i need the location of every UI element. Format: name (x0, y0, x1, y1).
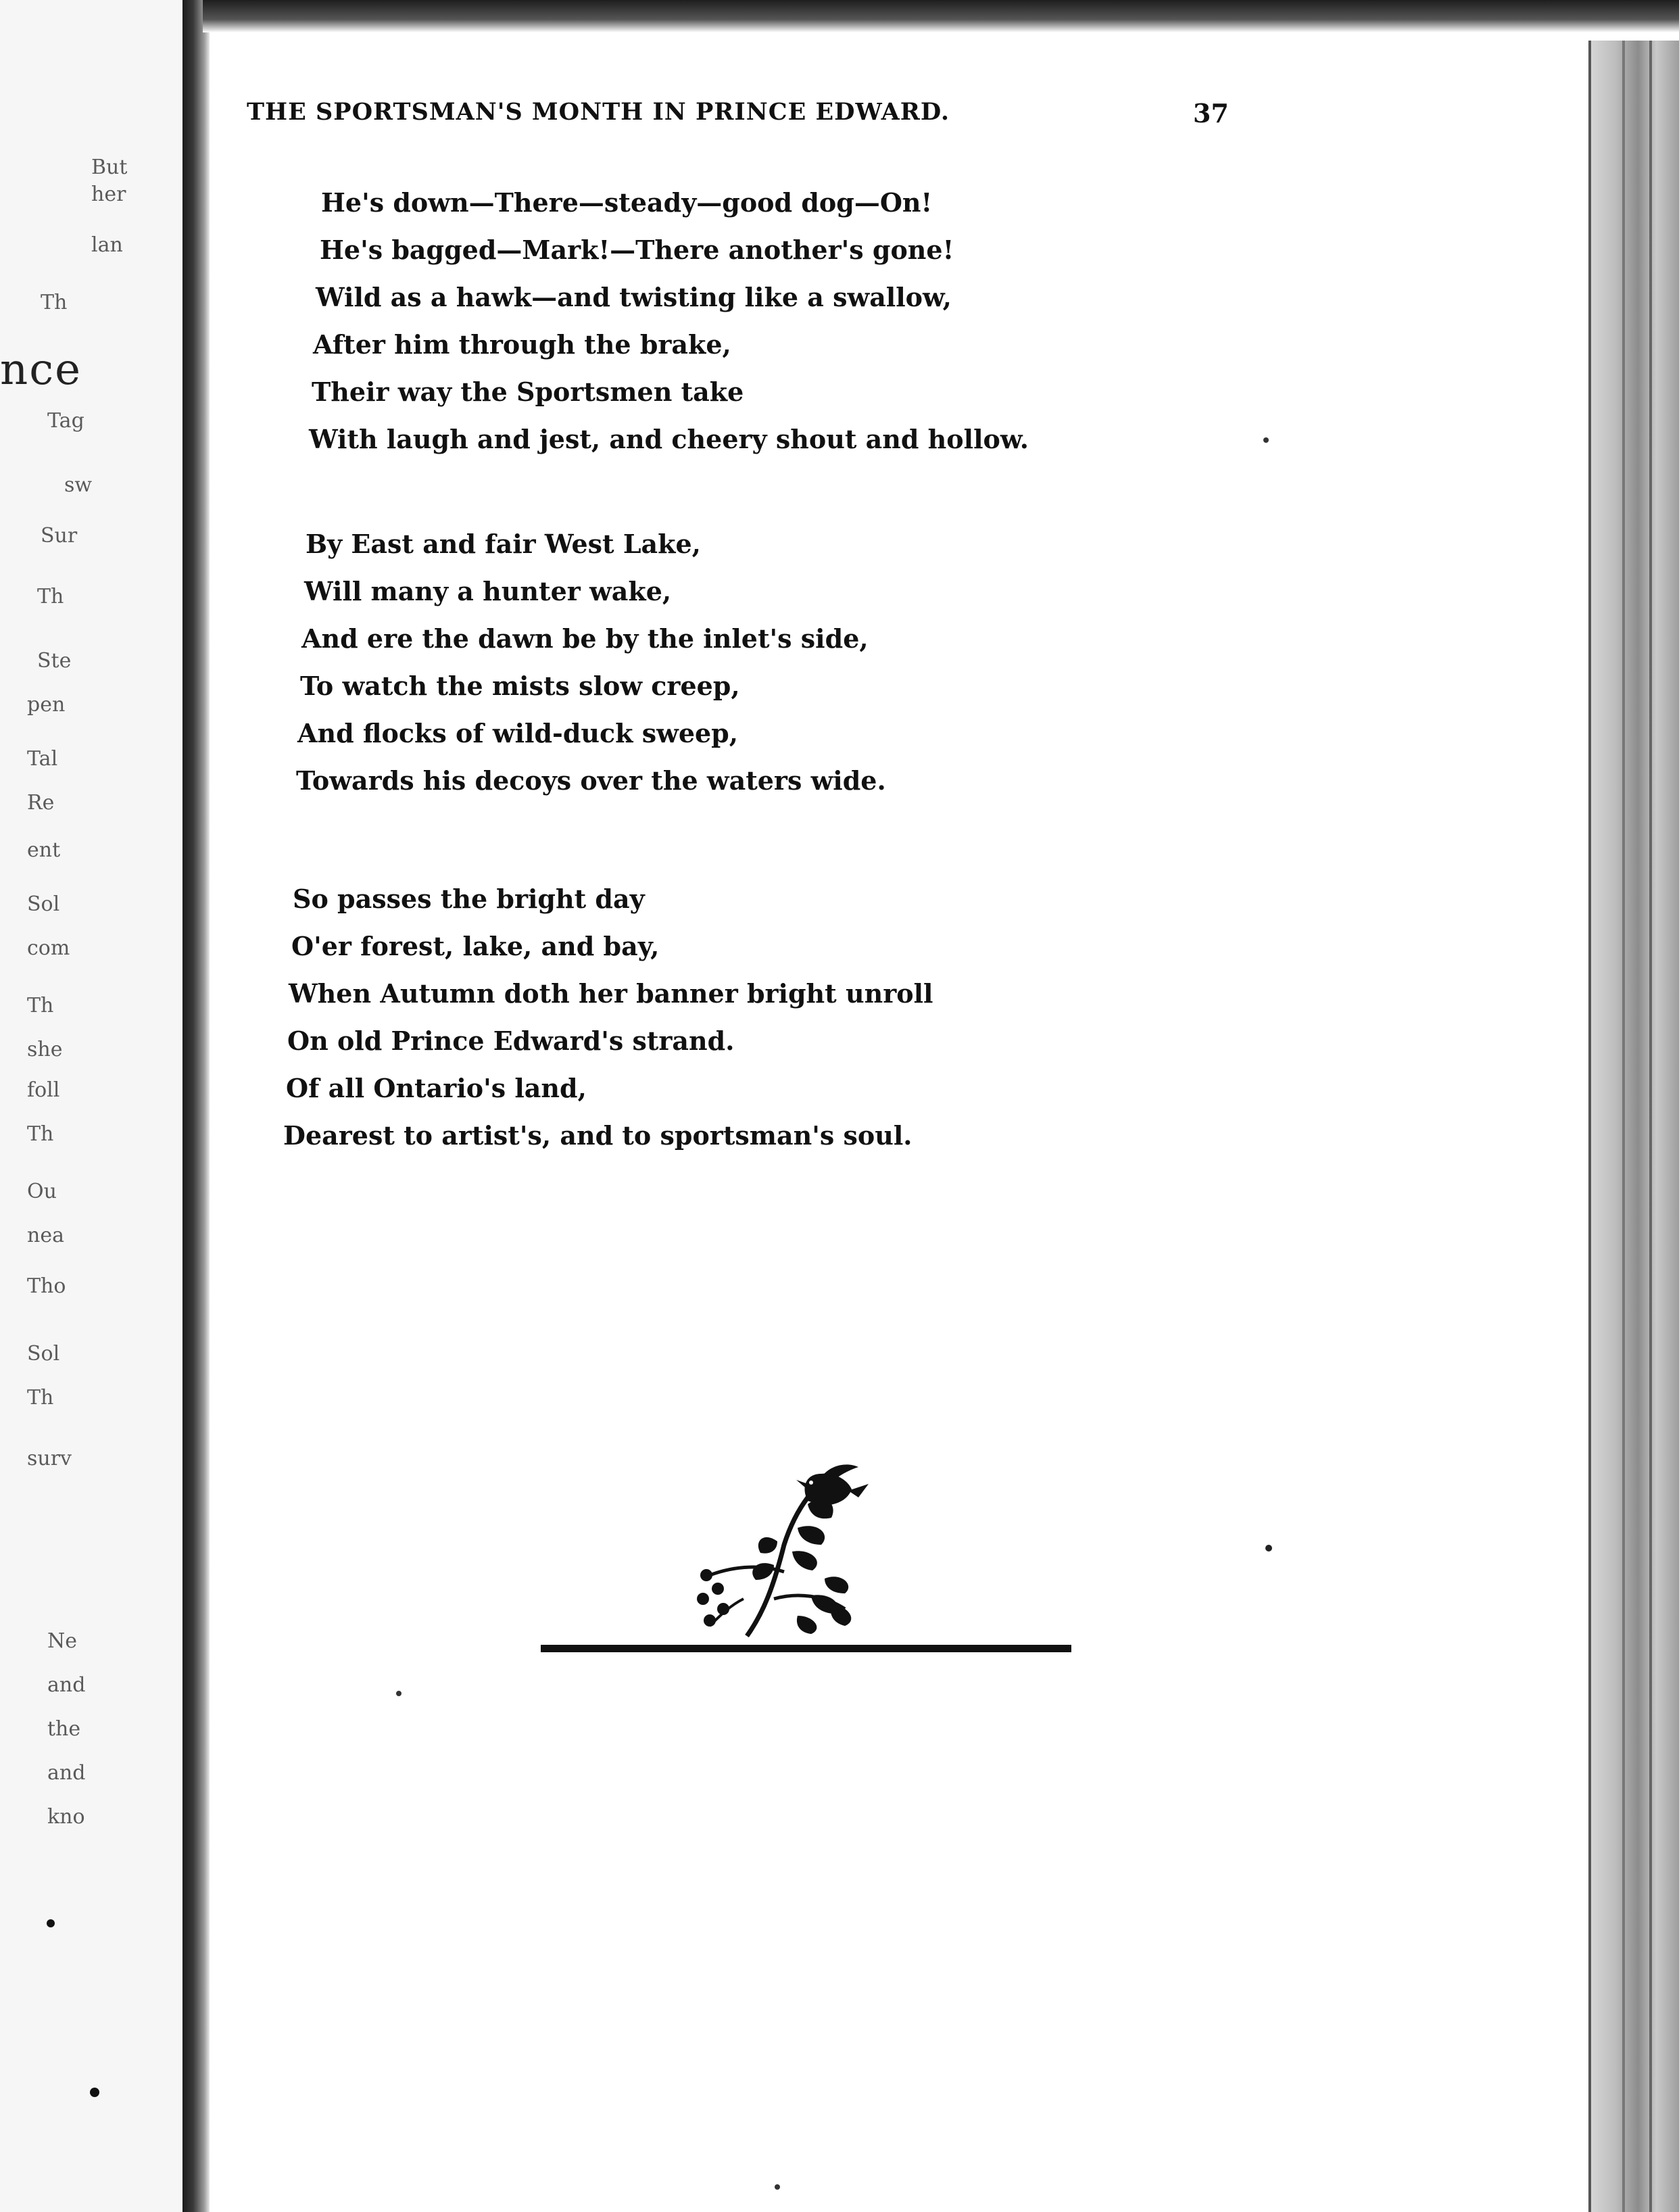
poem-line: When Autumn doth her banner bright unroll (289, 978, 933, 1009)
poem-stanza-2 (291, 521, 886, 804)
left-fragment: and (47, 1673, 86, 1697)
left-fragment: she (27, 1038, 63, 1061)
left-fragment: com (27, 936, 70, 960)
left-fragment: Ne (47, 1629, 78, 1653)
left-fragment: Th (41, 291, 68, 314)
poem-line: To watch the mists slow creep, (300, 671, 740, 701)
left-fragment: surv (27, 1447, 72, 1470)
left-fragment: foll (27, 1078, 60, 1102)
left-fragment: ent (27, 838, 61, 862)
poem-stanza-1 (301, 179, 1029, 463)
poem-line: Towards his decoys over the waters wide. (296, 765, 886, 796)
left-page-text-fragments (0, 0, 182, 2212)
right-page-edge-stack (1588, 41, 1679, 2212)
left-fragment: lan (91, 233, 123, 257)
poem-line: On old Prince Edward's strand. (287, 1026, 735, 1056)
left-fragment: Sol (27, 1342, 60, 1366)
left-fragment: Ou (27, 1180, 57, 1203)
left-fragment: But (91, 155, 128, 179)
poem-line: And ere the dawn be by the inlet's side, (301, 623, 869, 654)
page-number: 37 (1193, 98, 1229, 128)
poem-line: Of all Ontario's land, (286, 1073, 587, 1103)
left-fragment: pen (27, 693, 66, 717)
left-fragment: Ste (37, 649, 72, 673)
poem-line: He's down—There—steady—good dog—On! (321, 187, 933, 218)
left-fragment: Th (27, 994, 54, 1017)
poem-line: And flocks of wild-duck sweep, (297, 718, 738, 748)
top-page-edge (203, 0, 1679, 32)
poem-line: Dearest to artist's, and to sportsman's soul. (283, 1120, 912, 1151)
left-fragment: Tag (47, 409, 84, 433)
left-fragment: Sol (27, 892, 60, 916)
left-fragment: kno (47, 1805, 85, 1829)
poem-stanza-3 (281, 875, 933, 1159)
poem-line: He's bagged—Mark!—There another's gone! (320, 235, 954, 265)
left-fragment: Sur (41, 524, 78, 548)
left-fragment: sw (64, 473, 93, 497)
left-fragment: her (91, 183, 126, 206)
left-fragment: and (47, 1761, 86, 1785)
poem-line: Their way the Sportsmen take (312, 377, 744, 407)
book-gutter-shadow (182, 0, 210, 2212)
poem-line: So passes the bright day (293, 884, 645, 914)
left-fragment: nea (27, 1224, 64, 1247)
right-edge-line (1622, 41, 1625, 2212)
poem-line: With laugh and jest, and cheery shout and hollow. (309, 424, 1029, 454)
left-fragment: the (47, 1717, 81, 1741)
poem-line: Will many a hunter wake, (304, 576, 672, 606)
left-fragment: Th (27, 1122, 54, 1146)
left-fragment: Tal (27, 747, 58, 771)
left-fragment: Th (27, 1386, 54, 1410)
running-head: THE SPORTSMAN'S MONTH IN PRINCE EDWARD. (247, 98, 950, 126)
left-fragment: Tho (27, 1274, 66, 1298)
right-edge-line (1649, 41, 1652, 2212)
bird-on-branch-icon (541, 1464, 1109, 1666)
poem-line: O'er forest, lake, and bay, (291, 931, 660, 961)
poem-line: After him through the brake, (313, 329, 731, 360)
left-fragment: Re (27, 791, 55, 815)
poem-line: Wild as a hawk—and twisting like a swallow, (316, 282, 952, 312)
left-fragment-heading: nce (0, 345, 82, 395)
right-edge-line (1588, 41, 1591, 2212)
left-fragment: Th (37, 585, 64, 608)
poem-line: By East and fair West Lake, (306, 529, 701, 559)
